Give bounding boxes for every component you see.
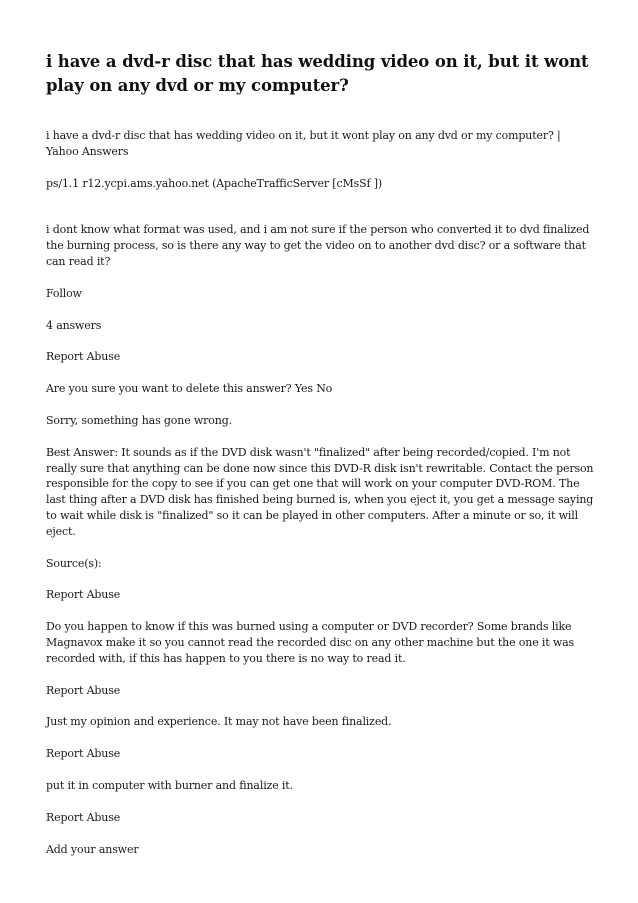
follow-link[interactable]: Follow xyxy=(46,286,82,300)
add-answer-link[interactable]: Add your answer xyxy=(46,842,139,856)
report-abuse-link[interactable]: Report Abuse xyxy=(46,588,121,602)
report-abuse-link[interactable]: Report Abuse xyxy=(46,683,121,697)
answer-text: Just my opinion and experience. It may not have been finalized. xyxy=(46,715,392,729)
page-description: i have a dvd-r disc that has wedding video on it, but it wont play on any dvd or my computer? | Yahoo Answers xyxy=(46,129,561,158)
sources-label: Source(s): xyxy=(46,556,102,570)
report-abuse-link[interactable]: Report Abuse xyxy=(46,747,121,761)
report-abuse-link[interactable]: Report Abuse xyxy=(46,810,121,824)
document-page xyxy=(46,50,594,857)
question-body: i dont know what format was used, and i am not sure if the person who converted it to dvd finalized the burning process, so is there any way to get the video on to another dvd disc? or a software that can read it? xyxy=(46,223,590,268)
page-title: i have a dvd-r disc that has wedding video on it, but it wont play on any dvd or my computer? xyxy=(46,52,589,95)
answer-text: Do you happen to know if this was burned using a computer or DVD recorder? Some brands like Magnavox make it so you cannot read the recorded disc on any other machine but the one it was recorded with, if this has happen to you there is no way to read it. xyxy=(46,620,575,665)
answer-text: put it in computer with burner and finalize it. xyxy=(46,778,293,792)
delete-confirm-text: Are you sure you want to delete this answer? Yes No xyxy=(46,382,333,396)
best-answer: Best Answer: It sounds as if the DVD disk wasn't "finalized" after being recorded/copied. I'm not really sure that anything can be done now since this DVD-R disk isn't rewritable. Contact the person responsible for the copy to see if you can get one that will work on your computer DVD-ROM. The last thing after a DVD disk has finished being burned is, when you eject it, you get a message saying to wait while disk is "finalized" so it can be played in other computers. After a minute or so, it will eject. xyxy=(46,445,594,538)
report-abuse-link[interactable]: Report Abuse xyxy=(46,350,121,364)
error-message: Sorry, something has gone wrong. xyxy=(46,413,232,427)
answers-count: 4 answers xyxy=(46,318,102,332)
server-line: ps/1.1 r12.ycpi.ams.yahoo.net (ApacheTrafficServer [cMsSf ]) xyxy=(46,176,383,190)
